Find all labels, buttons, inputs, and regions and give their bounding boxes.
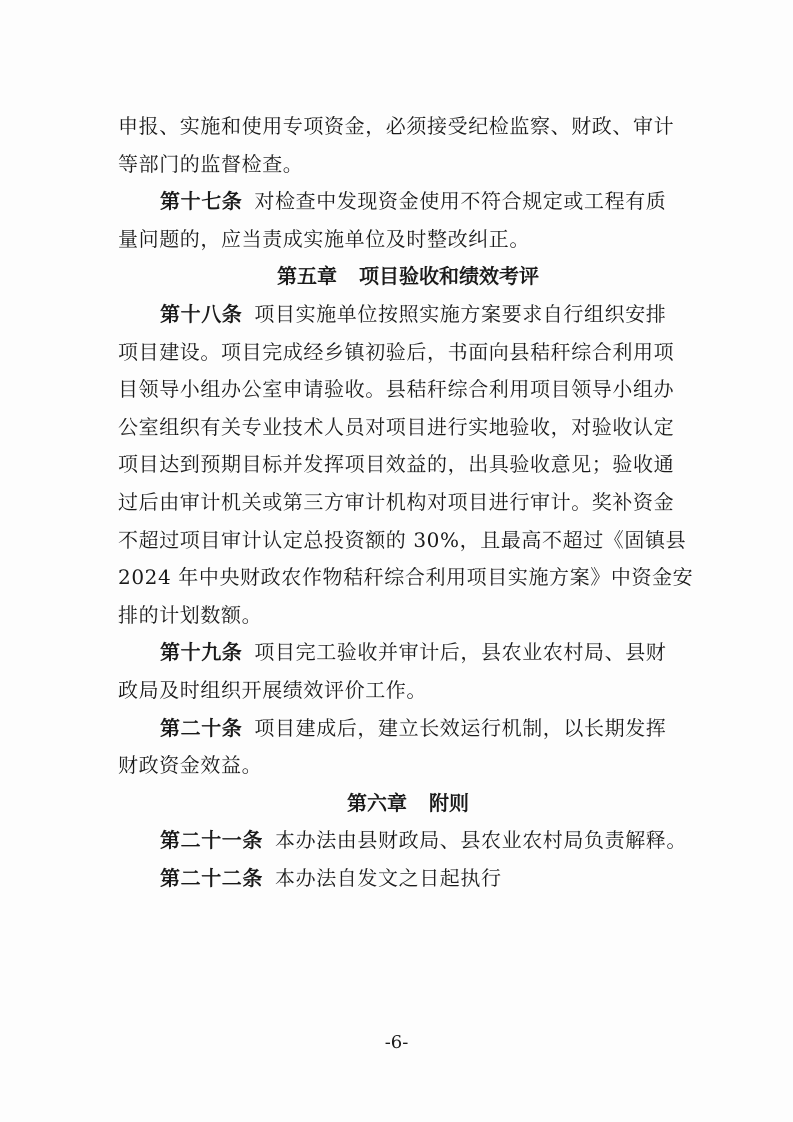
chapter-title: 附则 xyxy=(429,790,469,815)
chapter-number: 第五章 xyxy=(277,264,337,289)
chapter-title: 项目验收和绩效考评 xyxy=(359,264,539,289)
paragraph-line: 申报、实施和使用专项资金，必须接受纪检监察、财政、审计 xyxy=(118,114,675,138)
paragraph-line: 过后由审计机关或第三方审计机构对项目进行审计。奖补资金 xyxy=(118,489,675,514)
article-number: 第十七条 xyxy=(160,189,243,214)
article-number: 第二十二条 xyxy=(160,865,263,890)
article-18 xyxy=(118,296,698,334)
paragraph-line: 财政资金效益。 xyxy=(118,753,263,778)
paragraph-line: 项目建设。项目完成经乡镇初验后，书面向县秸秆综合利用项 xyxy=(118,339,675,364)
article-number: 第十九条 xyxy=(160,640,243,665)
article-text: 项目完工验收并审计后，县农业农村局、县财 xyxy=(254,640,667,665)
paragraph-line: 公室组织有关专业技术人员对项目进行实地验收，对验收认定 xyxy=(118,414,675,439)
article-text: 项目实施单位按照实施方案要求自行组织安排 xyxy=(254,301,667,326)
article-17 xyxy=(118,183,698,221)
article-number: 第二十一条 xyxy=(160,828,263,853)
page-number: -6- xyxy=(384,1032,409,1053)
article-text: 本办法由县财政局、县农业农村局负责解释。 xyxy=(275,828,687,853)
chapter-6-heading xyxy=(118,785,698,823)
article-22 xyxy=(118,860,698,898)
article-text: 对检查中发现资金使用不符合规定或工程有质 xyxy=(254,189,667,214)
paragraph-line: 排的计划数额。 xyxy=(118,602,263,627)
paragraph-line: 不超过项目审计认定总投资额的 30%，且最高不超过《固镇县 xyxy=(118,527,687,552)
paragraph-line: 项目达到预期目标并发挥项目效益的，出具验收意见；验收通 xyxy=(118,452,675,477)
paragraph-line: 量问题的，应当责成实施单位及时整改纠正。 xyxy=(118,226,530,251)
article-number: 第十八条 xyxy=(160,301,243,326)
chapter-number: 第六章 xyxy=(347,790,407,815)
article-text: 本办法自发文之日起执行 xyxy=(275,865,502,890)
article-21 xyxy=(118,822,698,860)
article-20 xyxy=(118,710,698,748)
article-19 xyxy=(118,634,698,672)
article-number: 第二十条 xyxy=(160,715,243,740)
paragraph-line: 政局及时组织开展绩效评价工作。 xyxy=(118,677,427,702)
article-text: 项目建成后，建立长效运行机制，以长期发挥 xyxy=(254,715,667,740)
paragraph-line: 目领导小组办公室申请验收。县秸秆综合利用项目领导小组办 xyxy=(118,377,675,402)
paragraph-line: 2024 年中央财政农作物秸秆综合利用项目实施方案》中资金安 xyxy=(118,565,694,590)
chapter-5-heading xyxy=(118,258,698,296)
paragraph-line: 等部门的监督检查。 xyxy=(118,151,304,176)
document-body xyxy=(118,108,698,897)
